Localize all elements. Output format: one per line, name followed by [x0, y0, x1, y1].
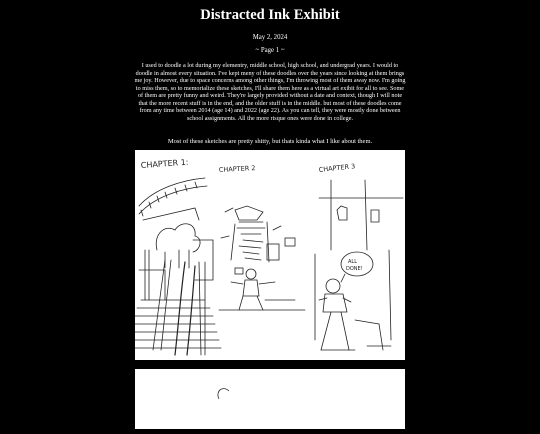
speech-bubble-line-2: DONE! — [346, 266, 363, 272]
speech-bubble-line-1: ALL — [348, 259, 357, 265]
panel-3-drawing — [315, 180, 403, 350]
chapter-2-label: CHAPTER 2 — [218, 164, 256, 174]
panel-2-drawing — [219, 206, 305, 310]
chapter-3-label: CHAPTER 3 — [318, 162, 356, 174]
page-title: Distracted Ink Exhibit — [200, 7, 340, 23]
chapter-1-label: CHAPTER 1: — [140, 157, 189, 170]
sketch-note: Most of these sketches are pretty shitty, but thats kinda what I like about them. — [167, 138, 373, 145]
panel-1-drawing — [135, 178, 221, 355]
post-date: May 2, 2024 — [252, 34, 288, 41]
sketch-drawing — [135, 150, 405, 360]
sketch-image-2[interactable] — [135, 369, 405, 429]
sketch-image[interactable] — [135, 150, 405, 360]
sketch-drawing-2 — [135, 369, 405, 429]
intro-paragraph: I used to doodle a lot during my elementry, middle school, high school, and undergrad years. I would to doodle in almost every situation. I've kept meny of these doodles over the years since looking at them brings me joy. However, due to space concerns among other things, I'm throwing most of them away now. I'm going to miss them, so to memorialize these sketches, I'll share them here as a virtual art exibit for all to see. Some of them are pretty funny and weird. They're largely provided without a date and context, though I will note that the more recent stuff is in the end, and the older stuff is in the middle. but most of these doodles come from any time between 2014 (age 14) and 2022 (age 22). As you can tell, they were mostly done between school assignments. All the more risque ones were done in college. — [134, 62, 406, 122]
page-indicator: ~ Page 1 ~ — [255, 47, 285, 54]
